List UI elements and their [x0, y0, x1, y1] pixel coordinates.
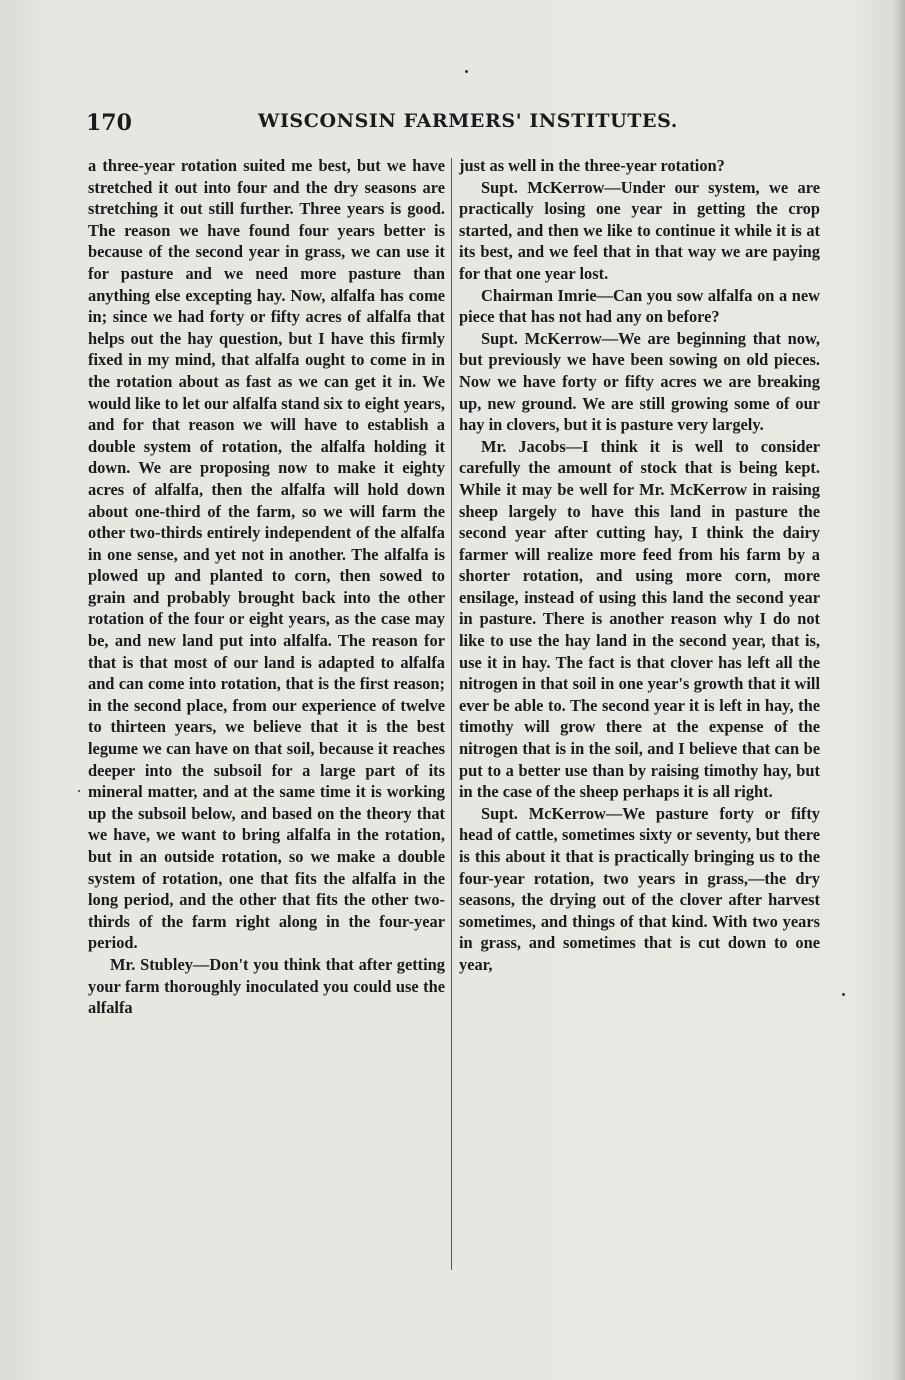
- paragraph: Mr. Stubley—Don't you think that after getting your farm thoroughly inoculated you could use the alfalfa: [88, 954, 445, 1018]
- paragraph: a three-year rotation suited me best, but we have stretched it out into four and the dry seasons are stretching it out still further. Three years is good. The reason we have found four years better is because of the second year in grass, we can use it for pasture and we need more pasture than anything else excepting hay. Now, alfalfa has come in; since we had forty or fifty acres of alfalfa that helps out the hay question, but I have this firmly fixed in my mind, that alfalfa ought to come in in the rotation about as fast as we can get it in. We would like to let our alfalfa stand six to eight years, and for that reason we will have to establish a double system of rotation, the alfalfa holding it down. We are proposing now to make it eighty acres of alfalfa, then the alfalfa will hold down about one-third of the farm, so we will farm the other two-thirds entirely independent of the alfalfa in one sense, and yet not in another. The alfalfa is plowed up and planted to corn, then sowed to grain and probably brought back into the other rotation of the four or eight years, as the case may be, and new land put into alfalfa. The reason for that is that most of our land is adapted to alfalfa and can come into rotation, that is the first reason; in the second place, from our experience of twelve to thirteen years, we believe that it is the best legume we can have on that soil, because it reaches deeper into the subsoil for a large part of its mineral matter, and at the same time it is working up the subsoil below, and based on the theory that we have, we want to bring alfalfa in the rotation, but in an outside rotation, so we make a double system of rotation, one that fits the alfalfa in the long period, and the other that fits the other two-thirds of the farm right along in the four-year period.: [88, 156, 445, 953]
- paragraph: Supt. McKerrow—Under our system, we are practically losing one year in getting the crop started, and then we like to continue it while it is at its best, and we feel that in that way we are paying for that one year lost.: [459, 177, 820, 283]
- column-divider: [451, 158, 452, 1270]
- page-number: 170: [86, 110, 132, 136]
- paragraph: Supt. McKerrow—We are beginning that now, but previously we have been sowing on old pieces. Now we have forty or fifty acres we are breaking up, new ground. We are still growing some of our hay in clovers, but it is pasture very largely.: [459, 328, 820, 435]
- right-column: [459, 155, 820, 976]
- print-speck: [78, 790, 80, 792]
- running-head: WISCONSIN FARMERS' INSTITUTES.: [258, 110, 678, 132]
- paragraph: Chairman Imrie—Can you sow alfalfa on a new piece that has not had any on before?: [459, 285, 820, 327]
- print-speck: [465, 70, 468, 73]
- print-speck: [842, 993, 845, 996]
- paragraph: Mr. Jacobs—I think it is well to consider carefully the amount of stock that is being kept. While it may be well for Mr. McKerrow in raising sheep largely to have this land in pasture the second year after cutting hay, I think the dairy farmer will realize more feed from his farm by a shorter rotation, and using more corn, more ensilage, instead of using this land the second year in pasture. There is another reason why I do not like to use the hay land in the second year, that is, use it in hay. The fact is that clover has left all the nitrogen in that soil in one year's growth that it will ever be able to. The second year it is left in hay, the timothy will grow there at the expense of the nitrogen that is in the soil, and I believe that can be put to a better use than by raising timothy hay, but in the case of the sheep perhaps it is all right.: [459, 436, 820, 802]
- page-header: [86, 110, 821, 146]
- left-column: [88, 155, 445, 1019]
- paragraph: just as well in the three-year rotation?: [459, 156, 725, 175]
- page-edge-shadow: [893, 0, 905, 1380]
- paragraph: Supt. McKerrow—We pasture forty or fifty head of cattle, sometimes sixty or seventy, but there is this about it that is practically bringing us to the four-year rotation, two years in grass,—the dry seasons, the drying out of the clover after harvest sometimes, and things of that kind. With two years in grass, and sometimes that is cut down to one year,: [459, 803, 820, 974]
